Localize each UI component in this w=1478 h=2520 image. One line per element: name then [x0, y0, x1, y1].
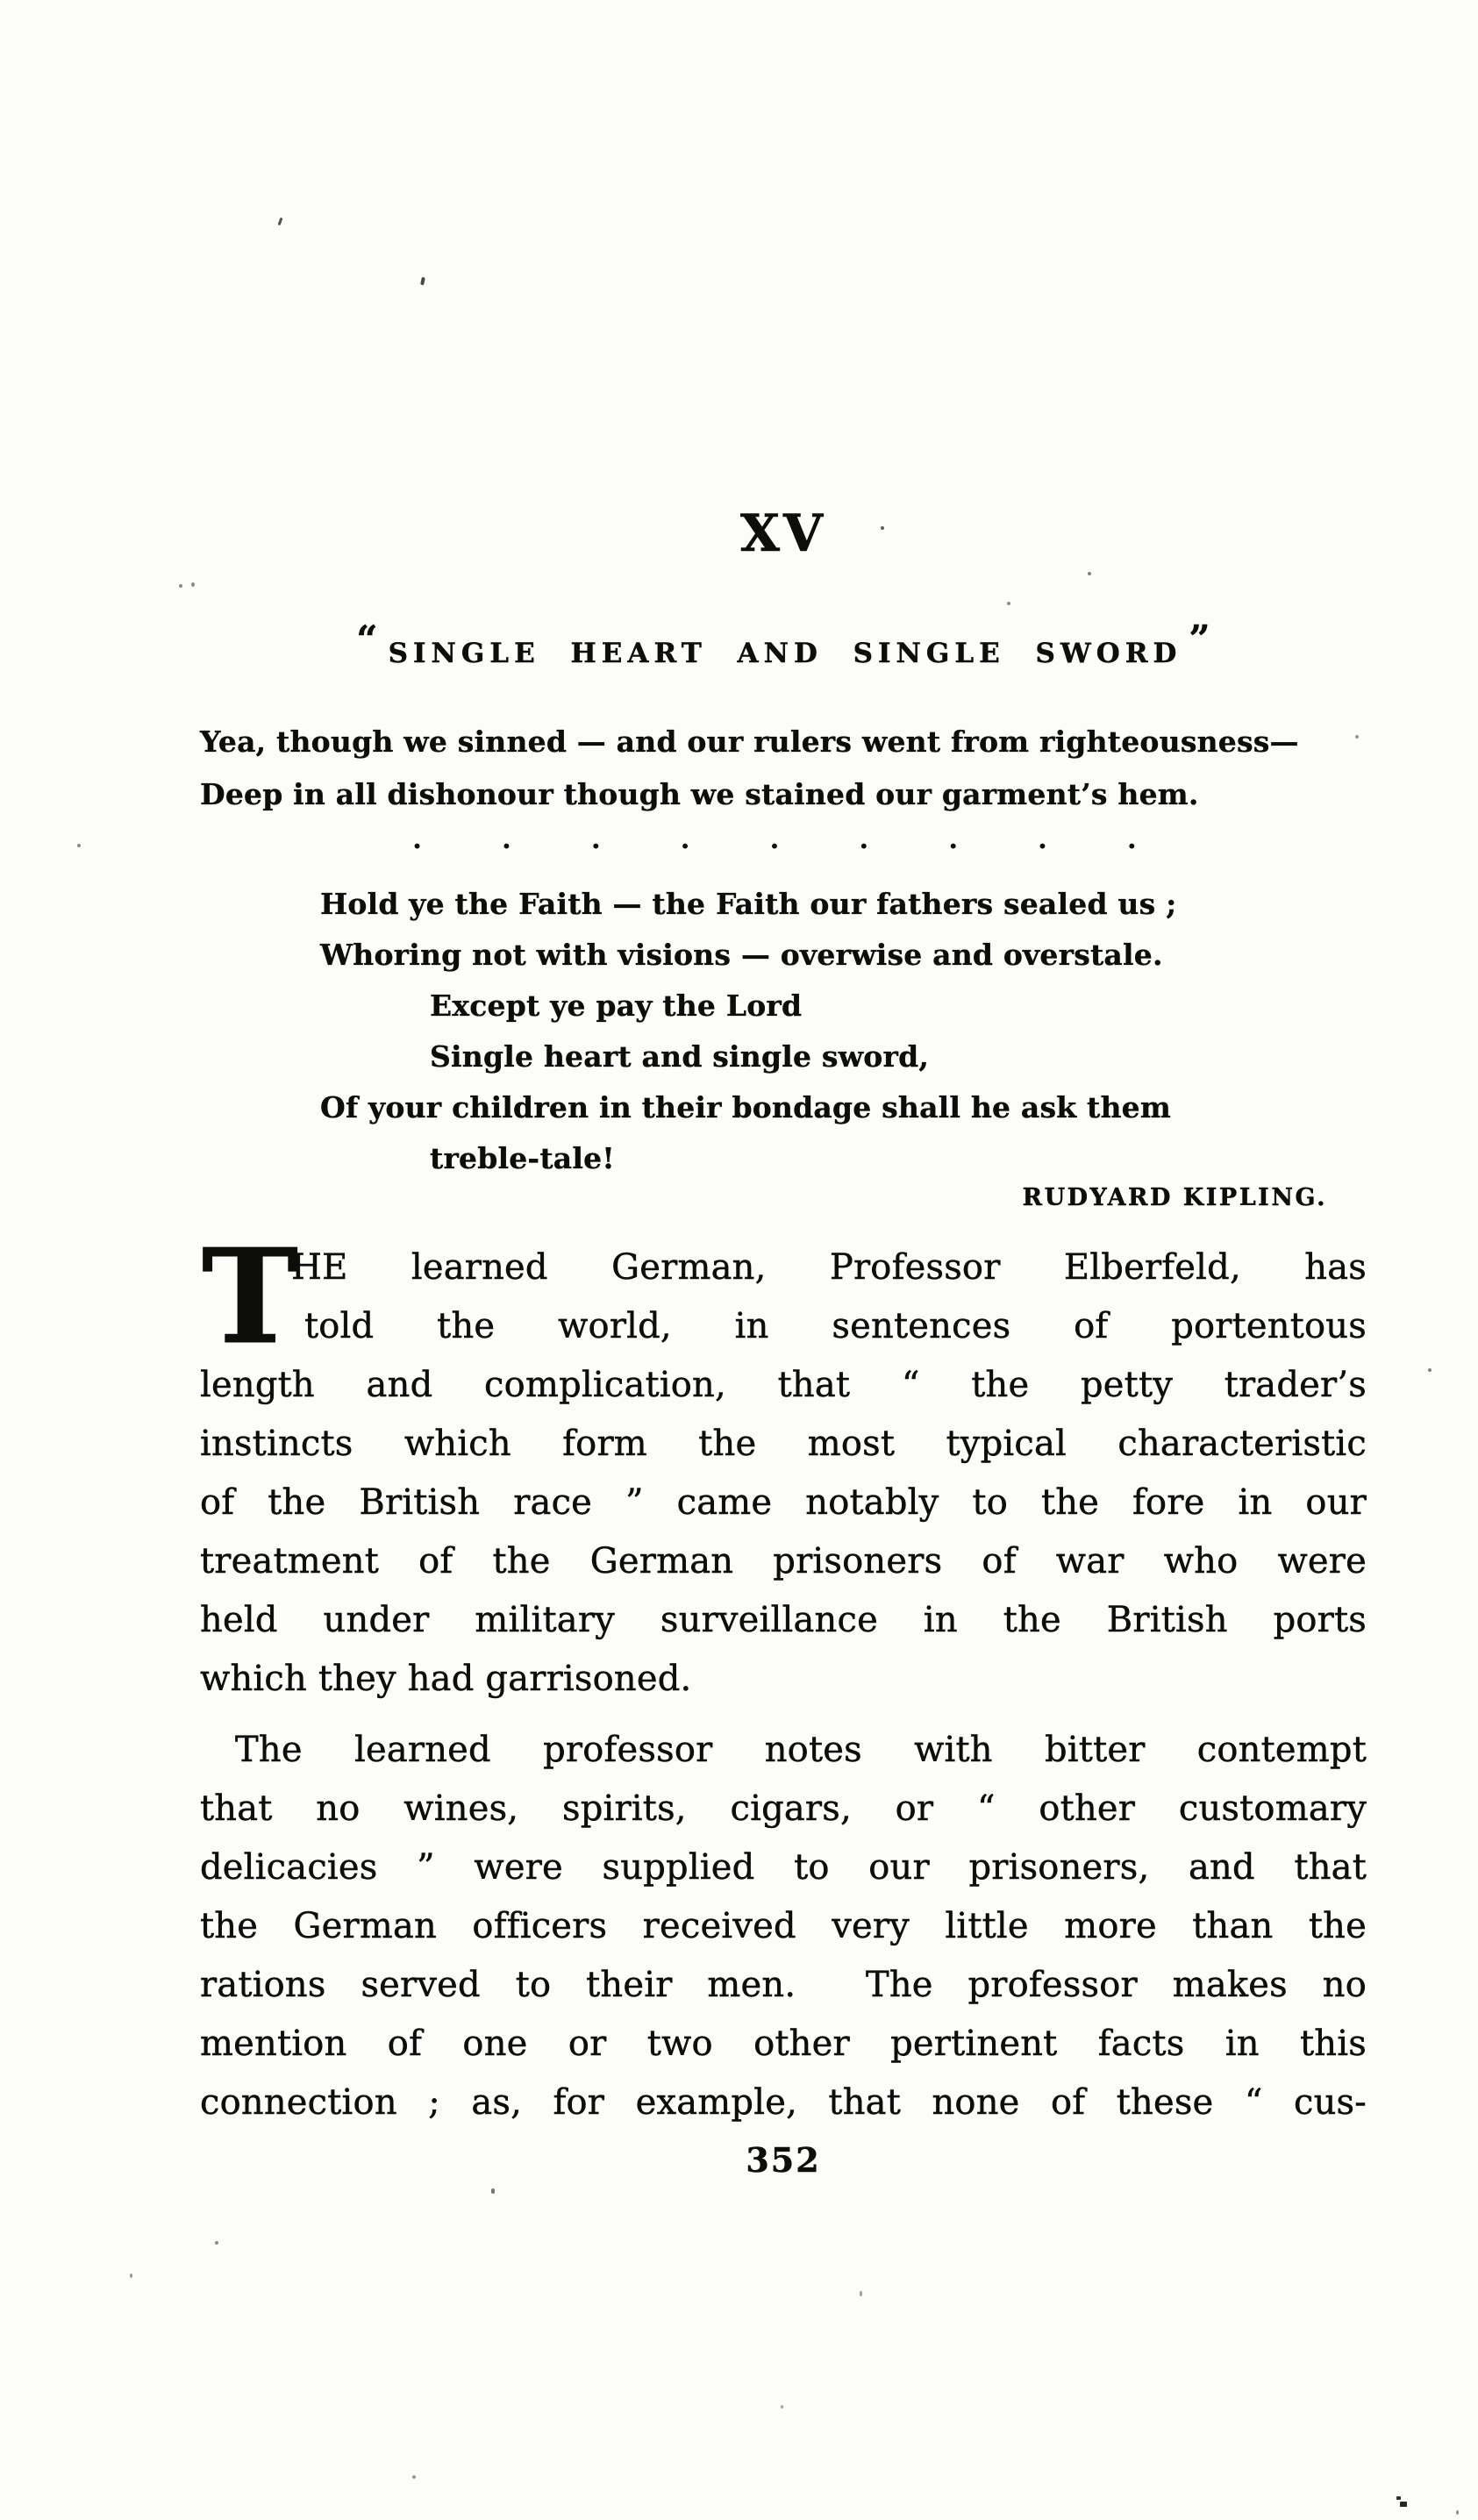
dot: .	[412, 822, 423, 855]
poem-line: Yea, though we sinned — and our rulers went from righteousness—	[200, 725, 1299, 759]
scan-speck	[215, 2241, 218, 2245]
dot: .	[501, 822, 511, 855]
drop-cap: T	[202, 1220, 299, 1373]
scan-speck	[1456, 2510, 1459, 2515]
scan-speck	[1396, 2496, 1401, 2500]
scan-speck	[1355, 735, 1359, 739]
scan-speck	[781, 2405, 783, 2409]
text-line: treatment of the German prisoners of war who were	[200, 1541, 1367, 1581]
text-line: which they had garrisoned.	[200, 1659, 692, 1699]
scan-speck	[130, 2274, 132, 2278]
text-line: length and complication, that “ the petty trader’s	[200, 1365, 1367, 1405]
epigraph-attribution: RUDYARD KIPLING.	[1022, 1184, 1327, 1211]
paragraph-1	[200, 1220, 1367, 1709]
text-line: the German officers received very little more than the	[200, 1906, 1367, 1946]
poem-line: Of your children in their bondage shall he ask them	[320, 1090, 1171, 1124]
open-quote: “	[356, 618, 378, 660]
scan-speck	[860, 2291, 862, 2296]
text-line: of the British race ” came notably to the fore in our	[200, 1482, 1367, 1523]
body-text	[200, 1220, 1367, 2132]
epigraph-stanza-1	[200, 716, 1367, 821]
dot: .	[769, 822, 780, 855]
page-number: 352	[746, 2140, 821, 2180]
close-quote: ”	[1189, 618, 1210, 660]
text-line: that no wines, spirits, cigars, or “ other customary	[200, 1788, 1367, 1829]
dot: .	[590, 822, 601, 855]
text-line: HE learned German, Professor Elberfeld, has	[291, 1247, 1367, 1288]
paragraph-2	[200, 1721, 1367, 2132]
poem-line: Whoring not with visions — overwise and overstale.	[320, 938, 1163, 972]
poem-line: Except ye pay the Lord	[430, 989, 803, 1023]
scan-speck	[491, 2188, 495, 2194]
epigraph-stanza-2	[200, 879, 1367, 1184]
scan-speck	[1007, 602, 1010, 605]
poem-line: Deep in all dishonour though we stained our garment’s hem.	[200, 777, 1199, 811]
dot: .	[948, 822, 959, 855]
dot: .	[680, 822, 690, 855]
chapter-title	[200, 618, 1367, 671]
poem-line: Single heart and single sword,	[430, 1039, 930, 1074]
scan-speck	[191, 582, 195, 587]
poem-line: Hold ye the Faith — the Faith our fathers sealed us ;	[320, 887, 1177, 921]
text-line: connection ; as, for example, that none of these “ cus-	[200, 2082, 1367, 2123]
chapter-number: XV	[739, 503, 826, 563]
scan-speck	[1428, 1368, 1432, 1372]
scan-speck	[412, 2475, 416, 2479]
text-line: The learned professor notes with bitter contempt	[235, 1730, 1367, 1770]
scan-speck	[1088, 572, 1091, 575]
text-line: delicacies ” were supplied to our prisoners, and that	[200, 1847, 1367, 1888]
text-line: held under military surveillance in the British ports	[200, 1600, 1367, 1640]
scan-speck	[881, 526, 884, 530]
text-column	[200, 0, 1367, 2520]
poem-line: treble-tale!	[430, 1141, 615, 1175]
scan-speck	[179, 584, 182, 588]
scan-speck	[77, 844, 81, 847]
scan-speck	[1400, 2502, 1407, 2507]
text-line: told the world, in sentences of portentous	[304, 1306, 1367, 1346]
dot: .	[1037, 822, 1048, 855]
chapter-title-text: SINGLE HEART AND SINGLE SWORD	[388, 638, 1182, 669]
text-line: mention of one or two other pertinent facts in this	[200, 2024, 1367, 2064]
ellipsis-separator	[412, 822, 1137, 855]
text-line: rations served to their men. The professor makes no	[200, 1965, 1367, 2005]
dot: .	[859, 822, 869, 855]
dot: .	[1126, 822, 1137, 855]
text-line: instincts which form the most typical characteristic	[200, 1424, 1367, 1464]
